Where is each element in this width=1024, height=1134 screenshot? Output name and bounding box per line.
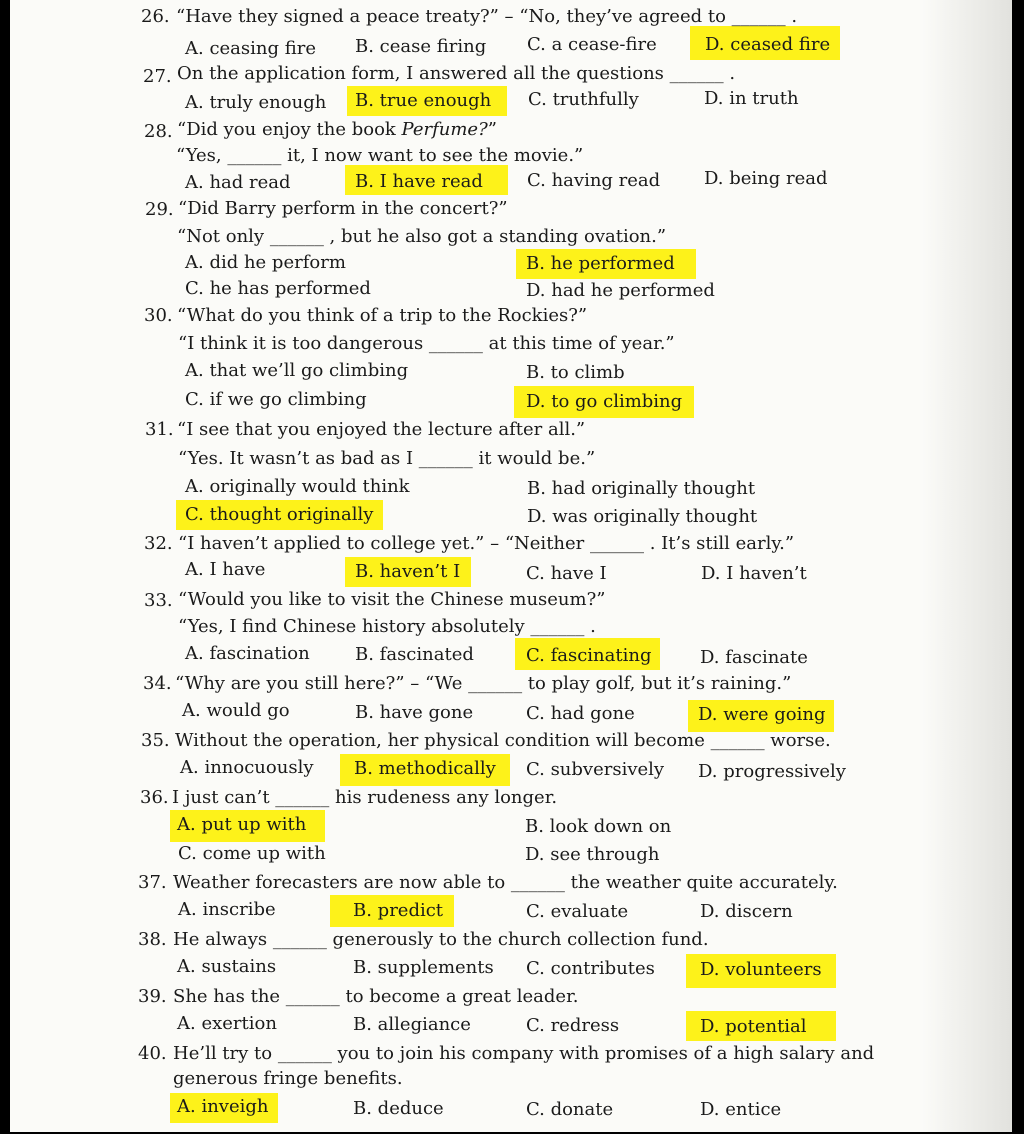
question-text: “What do you think of a trip to the Rockies?” bbox=[177, 305, 588, 326]
option-a: A. would go bbox=[182, 700, 290, 721]
option-c: C. evaluate bbox=[526, 901, 629, 922]
question-text: “Have they signed a peace treaty?” – “No, they’ve agreed to ______ . bbox=[176, 6, 798, 27]
option-c: C. have I bbox=[526, 563, 607, 584]
question-text: “I haven’t applied to college yet.” – “Neither ______ . It’s still early.” bbox=[178, 533, 795, 554]
option-b: B. deduce bbox=[353, 1098, 444, 1119]
question-number: 35. bbox=[141, 730, 170, 751]
question-number: 33. bbox=[144, 590, 173, 611]
option-a: A. innocuously bbox=[180, 757, 314, 778]
option-b: B. have gone bbox=[355, 702, 474, 723]
option-c: C. had gone bbox=[526, 703, 635, 724]
option-a: A. exertion bbox=[177, 1013, 277, 1034]
question-number: 29. bbox=[145, 199, 174, 220]
option-d: D. ceased fire bbox=[705, 34, 831, 55]
option-b: B. cease firing bbox=[355, 36, 487, 57]
question-text: “Why are you still here?” – “We ______ to play golf, but it’s raining.” bbox=[175, 673, 792, 694]
question-text: “Would you like to visit the Chinese museum?” bbox=[178, 589, 606, 610]
question-number: 38. bbox=[138, 929, 167, 950]
option-b: B. haven’t I bbox=[355, 561, 461, 582]
option-d: D. being read bbox=[704, 168, 828, 189]
question-number: 34. bbox=[143, 673, 172, 694]
question-number: 26. bbox=[141, 6, 170, 27]
option-d: D. had he performed bbox=[526, 280, 715, 301]
option-d: D. were going bbox=[698, 704, 826, 725]
option-a: A. originally would think bbox=[185, 476, 410, 497]
option-d: D. potential bbox=[700, 1016, 807, 1037]
option-d: D. entice bbox=[700, 1099, 782, 1120]
question-text-line2: “Yes, ______ it, I now want to see the movie.” bbox=[176, 145, 584, 166]
question-number: 40. bbox=[138, 1043, 167, 1064]
question-number: 36. bbox=[140, 787, 169, 808]
option-c: C. come up with bbox=[178, 843, 326, 864]
question-text: “Did Barry perform in the concert?” bbox=[178, 198, 508, 219]
question-text: Without the operation, her physical condition will become ______ worse. bbox=[175, 730, 831, 751]
option-b: B. predict bbox=[353, 900, 444, 921]
question-number: 37. bbox=[138, 872, 167, 893]
question-text: He’ll try to ______ you to join his company with promises of a high salary and bbox=[173, 1043, 875, 1064]
option-a: A. I have bbox=[185, 559, 266, 580]
option-c: C. thought originally bbox=[185, 504, 374, 525]
option-b: B. allegiance bbox=[353, 1014, 471, 1035]
option-d: D. discern bbox=[700, 901, 793, 922]
option-d: D. I haven’t bbox=[701, 563, 807, 584]
option-d: D. in truth bbox=[704, 88, 799, 109]
question-number: 32. bbox=[144, 533, 173, 554]
option-d: D. was originally thought bbox=[527, 506, 758, 527]
question-text-line2: “I think it is too dangerous ______ at this time of year.” bbox=[178, 333, 675, 354]
option-a: A. put up with bbox=[177, 814, 307, 835]
option-c: C. fascinating bbox=[526, 645, 652, 666]
question-text: Weather forecasters are now able to ______ the weather quite accurately. bbox=[173, 872, 838, 893]
option-c: C. donate bbox=[526, 1099, 614, 1120]
option-c: C. he has performed bbox=[185, 278, 371, 299]
option-a: A. inveigh bbox=[177, 1096, 269, 1117]
option-b: B. true enough bbox=[355, 90, 492, 111]
option-b: B. supplements bbox=[353, 957, 494, 978]
option-c: C. truthfully bbox=[528, 89, 639, 110]
question-number: 31. bbox=[145, 419, 174, 440]
option-a: A. had read bbox=[185, 172, 291, 193]
option-c: C. if we go climbing bbox=[185, 389, 367, 410]
scanned-worksheet bbox=[10, 0, 1012, 1132]
question-text: “Did you enjoy the book Perfume?” bbox=[177, 119, 497, 140]
option-a: A. sustains bbox=[177, 956, 277, 977]
question-text: I just can’t ______ his rudeness any longer. bbox=[172, 787, 558, 808]
question-text-line2: “Yes, I find Chinese history absolutely ______ . bbox=[178, 616, 596, 637]
option-c: C. redress bbox=[526, 1015, 620, 1036]
option-b: B. to climb bbox=[526, 362, 625, 383]
option-d: D. see through bbox=[525, 844, 660, 865]
question-text: He always ______ generously to the church collection fund. bbox=[173, 929, 709, 950]
option-b: B. fascinated bbox=[355, 644, 474, 665]
option-c: C. a cease-fire bbox=[527, 34, 657, 55]
question-text-line2: generous fringe benefits. bbox=[173, 1068, 403, 1089]
question-number: 28. bbox=[144, 121, 173, 142]
option-a: A. ceasing fire bbox=[185, 38, 317, 59]
option-b: B. methodically bbox=[354, 758, 496, 779]
option-a: A. did he perform bbox=[185, 252, 346, 273]
option-d: D. to go climbing bbox=[526, 391, 683, 412]
option-c: C. subversively bbox=[526, 759, 665, 780]
option-c: C. having read bbox=[527, 170, 661, 191]
option-b: B. he performed bbox=[526, 253, 675, 274]
option-a: A. that we’ll go climbing bbox=[185, 360, 409, 381]
option-d: D. progressively bbox=[698, 761, 846, 782]
option-d: D. fascinate bbox=[700, 647, 808, 668]
question-text: On the application form, I answered all the questions ______ . bbox=[177, 63, 736, 84]
question-text-line2: “Not only ______ , but he also got a standing ovation.” bbox=[177, 226, 667, 247]
option-a: A. inscribe bbox=[178, 899, 276, 920]
question-text: She has the ______ to become a great leader. bbox=[173, 986, 579, 1007]
question-number: 27. bbox=[143, 66, 172, 87]
option-d: D. volunteers bbox=[700, 959, 822, 980]
option-c: C. contributes bbox=[526, 958, 655, 979]
option-b: B. had originally thought bbox=[527, 478, 756, 499]
book-title: Perfume? bbox=[401, 119, 488, 140]
option-b: B. I have read bbox=[355, 171, 483, 192]
question-text: “I see that you enjoyed the lecture after all.” bbox=[177, 419, 586, 440]
option-a: A. truly enough bbox=[185, 92, 327, 113]
option-b: B. look down on bbox=[525, 816, 672, 837]
option-a: A. fascination bbox=[185, 643, 310, 664]
question-number: 30. bbox=[144, 305, 173, 326]
question-number: 39. bbox=[138, 986, 167, 1007]
question-text-line2: “Yes. It wasn’t as bad as I ______ it would be.” bbox=[178, 448, 596, 469]
